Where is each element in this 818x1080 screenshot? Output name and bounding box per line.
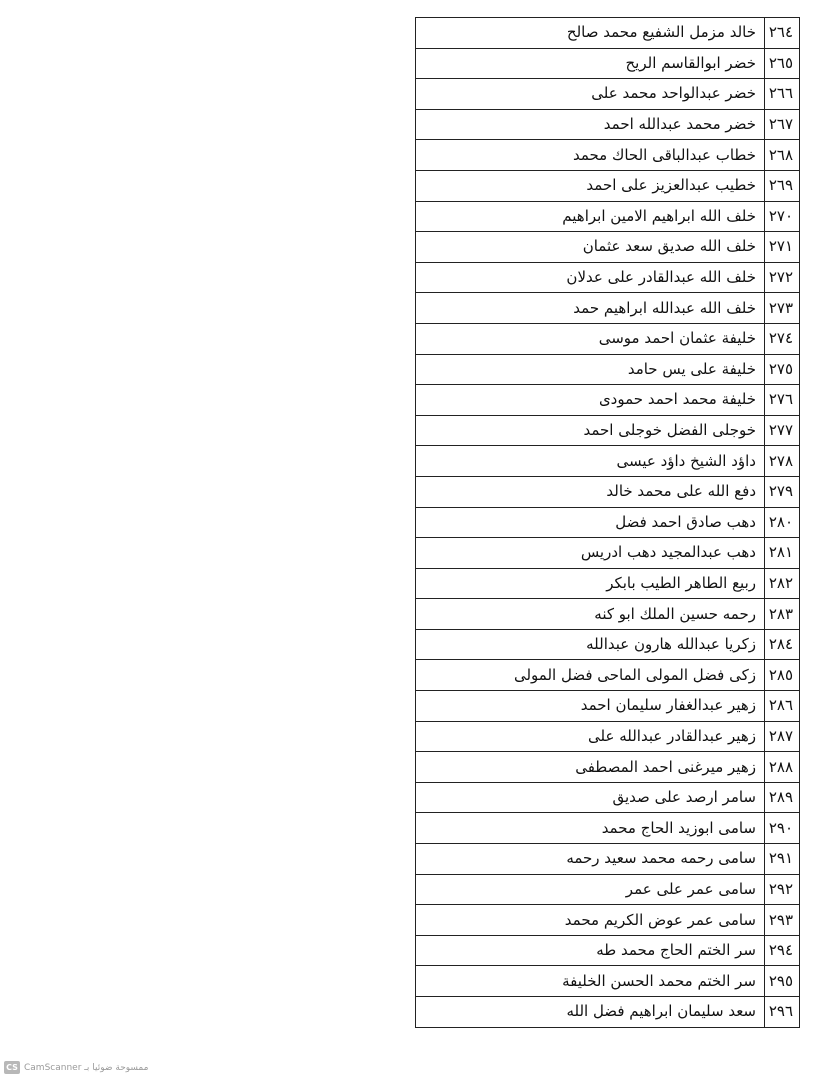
row-number: ٢٦٤ (765, 18, 800, 49)
person-name: خليفة على يس حامد (416, 354, 765, 385)
row-number: ٢٧٤ (765, 323, 800, 354)
table-row (416, 844, 800, 875)
row-number: ٢٦٨ (765, 140, 800, 171)
person-name: خطاب عبدالباقى الحاك محمد (416, 140, 765, 171)
row-number: ٢٨١ (765, 538, 800, 569)
person-name: سر الختم الحاج محمد طه (416, 935, 765, 966)
table-row (416, 262, 800, 293)
table-row (416, 476, 800, 507)
table-row (416, 140, 800, 171)
row-number: ٢٧٦ (765, 385, 800, 416)
row-number: ٢٧١ (765, 232, 800, 263)
row-number: ٢٦٧ (765, 109, 800, 140)
row-number: ٢٧٧ (765, 415, 800, 446)
row-number: ٢٩٣ (765, 905, 800, 936)
table-row (416, 415, 800, 446)
person-name: سامى رحمه محمد سعيد رحمه (416, 844, 765, 875)
row-number: ٢٧٠ (765, 201, 800, 232)
person-name: ربيع الطاهر الطيب بابكر (416, 568, 765, 599)
person-name: زكريا عبدالله هارون عبدالله (416, 629, 765, 660)
person-name: داؤد الشيخ داؤد عيسى (416, 446, 765, 477)
row-number: ٢٨٤ (765, 629, 800, 660)
table-row (416, 79, 800, 110)
person-name: زكى فضل المولى الماحى فضل المولى (416, 660, 765, 691)
row-number: ٢٨٦ (765, 691, 800, 722)
camscanner-logo-icon: CS (4, 1061, 20, 1074)
row-number: ٢٧٥ (765, 354, 800, 385)
row-number: ٢٧٩ (765, 476, 800, 507)
table-row (416, 538, 800, 569)
table-row (416, 599, 800, 630)
row-number: ٢٨٨ (765, 752, 800, 783)
row-number: ٢٨٩ (765, 782, 800, 813)
row-number: ٢٦٥ (765, 48, 800, 79)
table-row (416, 232, 800, 263)
person-name: سامى عمر عوض الكريم محمد (416, 905, 765, 936)
row-number: ٢٩٦ (765, 997, 800, 1028)
row-number: ٢٨٠ (765, 507, 800, 538)
person-name: زهير عبدالغفار سليمان احمد (416, 691, 765, 722)
table-row (416, 997, 800, 1028)
person-name: سامر ارصد على صديق (416, 782, 765, 813)
person-name: خلف الله عبدالله ابراهيم حمد (416, 293, 765, 324)
row-number: ٢٨٣ (765, 599, 800, 630)
person-name: سر الختم محمد الحسن الخليفة (416, 966, 765, 997)
row-number: ٢٩١ (765, 844, 800, 875)
table-row (416, 446, 800, 477)
table-row (416, 905, 800, 936)
person-name: خالد مزمل الشفيع محمد صالح (416, 18, 765, 49)
person-name: دفع الله على محمد خالد (416, 476, 765, 507)
person-name: خلف الله ابراهيم الامين ابراهيم (416, 201, 765, 232)
watermark-text: CamScanner ممسوحة ضوئيا بـ (24, 1062, 149, 1073)
person-name: خطيب عبدالعزيز على احمد (416, 170, 765, 201)
table-row (416, 48, 800, 79)
row-number: ٢٩٤ (765, 935, 800, 966)
table-row (416, 935, 800, 966)
table-row (416, 507, 800, 538)
person-name: خضر محمد عبدالله احمد (416, 109, 765, 140)
person-name: خليفة محمد احمد حمودى (416, 385, 765, 416)
table-row (416, 629, 800, 660)
row-number: ٢٨٧ (765, 721, 800, 752)
row-number: ٢٨٥ (765, 660, 800, 691)
table-row (416, 568, 800, 599)
table-row (416, 782, 800, 813)
table-row (416, 323, 800, 354)
person-name: خلف الله عبدالقادر على عدلان (416, 262, 765, 293)
row-number: ٢٧٨ (765, 446, 800, 477)
table-row (416, 201, 800, 232)
row-number: ٢٧٢ (765, 262, 800, 293)
row-number: ٢٦٦ (765, 79, 800, 110)
row-number: ٢٦٩ (765, 170, 800, 201)
names-table-body (416, 18, 800, 1028)
table-row (416, 813, 800, 844)
scanner-watermark (4, 1061, 148, 1074)
person-name: خضر عبدالواحد محمد على (416, 79, 765, 110)
person-name: رحمه حسين الملك ابو كنه (416, 599, 765, 630)
table-row (416, 691, 800, 722)
person-name: دهب صادق احمد فضل (416, 507, 765, 538)
table-row (416, 721, 800, 752)
person-name: سامى عمر على عمر (416, 874, 765, 905)
person-name: خليفة عثمان احمد موسى (416, 323, 765, 354)
table-row (416, 660, 800, 691)
table-row (416, 385, 800, 416)
table-row (416, 874, 800, 905)
table-row (416, 170, 800, 201)
row-number: ٢٧٣ (765, 293, 800, 324)
row-number: ٢٩٢ (765, 874, 800, 905)
person-name: خلف الله صديق سعد عثمان (416, 232, 765, 263)
table-row (416, 18, 800, 49)
person-name: دهب عبدالمجيد دهب ادريس (416, 538, 765, 569)
person-name: سعد سليمان ابراهيم فضل الله (416, 997, 765, 1028)
person-name: سامى ابوزيد الحاج محمد (416, 813, 765, 844)
table-row (416, 354, 800, 385)
person-name: خضر ابوالقاسم الريح (416, 48, 765, 79)
person-name: زهير عبدالقادر عبدالله على (416, 721, 765, 752)
row-number: ٢٩٠ (765, 813, 800, 844)
row-number: ٢٩٥ (765, 966, 800, 997)
table-row (416, 109, 800, 140)
table-row (416, 752, 800, 783)
table-row (416, 966, 800, 997)
table-row (416, 293, 800, 324)
names-table (415, 17, 800, 1028)
person-name: خوجلى الفضل خوجلى احمد (416, 415, 765, 446)
row-number: ٢٨٢ (765, 568, 800, 599)
person-name: زهير ميرغنى احمد المصطفى (416, 752, 765, 783)
